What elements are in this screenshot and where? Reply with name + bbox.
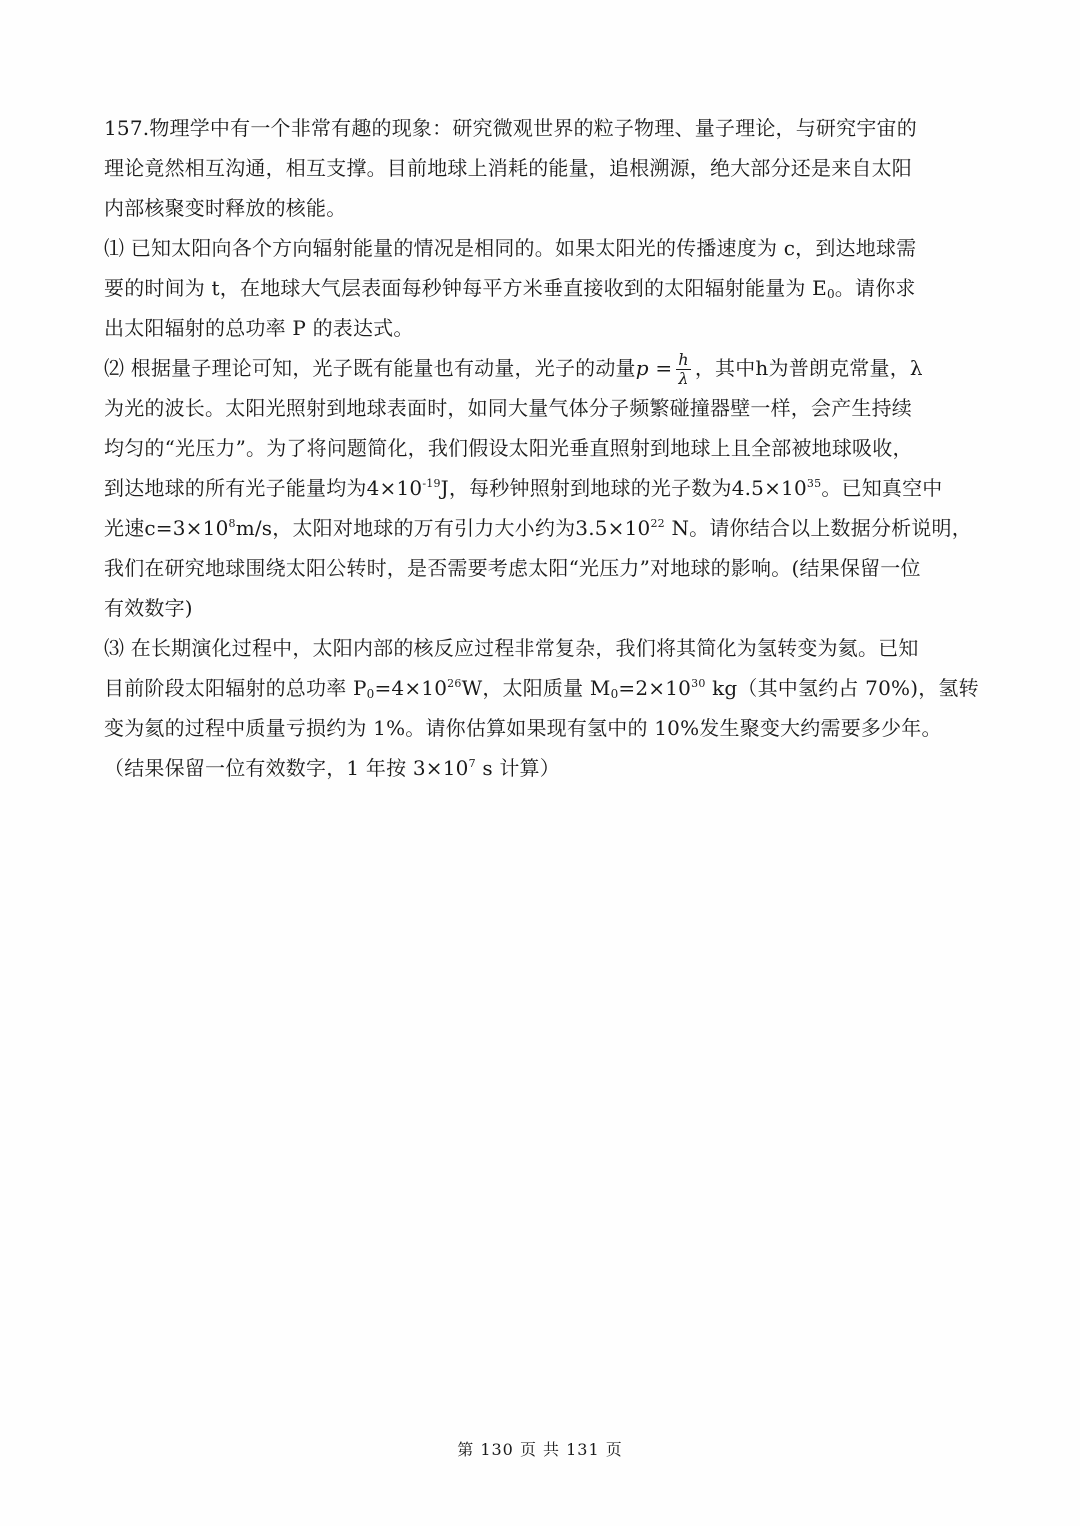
intro-line: 理论竟然相互沟通，相互支撑。目前地球上消耗的能量，追根溯源，绝大部分还是来自太阳: [104, 156, 912, 180]
part3-line: [104, 668, 984, 708]
part3-line: ⑶ 在长期演化过程中，太阳内部的核反应过程非常复杂，我们将其简化为氢转变为氦。已知: [104, 636, 919, 660]
part3-text: 目前阶段太阳辐射的总功率 P: [104, 676, 367, 700]
part2-text: m/s，太阳对地球的万有引力大小约为3.5×10: [235, 516, 651, 540]
subscript: 0: [366, 687, 375, 701]
fraction-numerator: h: [678, 350, 689, 369]
part1-line: ⑴ 已知太阳向各个方向辐射能量的情况是相同的。如果太阳光的传播速度为 c，到达地球需: [104, 236, 917, 260]
part2-text: 到达地球的所有光子能量均为4×10: [104, 476, 423, 500]
part2-text: ，其中h为普朗克常量，λ: [694, 356, 923, 380]
part2-line: 我们在研究地球围绕太阳公转时，是否需要考虑太阳“光压力”对地球的影响。(结果保留一位: [104, 556, 921, 580]
part2-text: 。已知真空中: [821, 476, 943, 500]
part3-line: 变为氦的过程中质量亏损约为 1%。请你估算如果现有氢中的 10%发生聚变大约需要多少年。: [104, 716, 942, 740]
subscript: 0: [826, 287, 835, 301]
superscript: 7: [468, 757, 476, 770]
superscript: 30: [691, 677, 706, 690]
superscript: 22: [650, 517, 665, 530]
superscript: 26: [447, 677, 462, 690]
momentum-formula-lhs: p =: [635, 356, 673, 380]
part2-text: 光速c=3×10: [104, 516, 229, 540]
page-number-footer: 第 130 页 共 131 页: [457, 1440, 623, 1459]
intro-line: 157.物理学中有一个非常有趣的现象：研究微观世界的粒子物理、量子理论，与研究宇宙的: [104, 116, 917, 140]
part3-text: s 计算）: [475, 756, 560, 780]
part2-line: [104, 508, 984, 548]
question-block: [104, 108, 984, 788]
part2-text: N。请你结合以上数据分析说明，: [664, 516, 972, 540]
part1-text: 。请你求: [834, 276, 916, 300]
superscript: -19: [422, 477, 441, 490]
part3-text: =2×10: [618, 676, 692, 700]
part2-line: 有效数字): [104, 596, 193, 620]
part1-text: 要的时间为 t，在地球大气层表面每秒钟每平方米垂直接收到的太阳辐射能量为 E: [104, 276, 827, 300]
part2-line: [104, 348, 984, 388]
part3-text: （结果保留一位有效数字，1 年按 3×10: [104, 756, 469, 780]
part2-line: 均匀的“光压力”。为了将问题简化，我们假设太阳光垂直照射到地球上且全部被地球吸收，: [104, 436, 913, 460]
superscript: 35: [806, 477, 822, 490]
superscript: 8: [228, 517, 236, 530]
part3-text: W，太阳质量 M: [461, 676, 611, 700]
intro-line: 内部核聚变时释放的核能。: [104, 196, 347, 220]
part1-line: 出太阳辐射的总功率 P 的表达式。: [104, 316, 414, 340]
momentum-fraction: [676, 351, 691, 388]
part3-text: kg（其中氢约占 70%)，氢转: [705, 676, 979, 700]
part3-line: [104, 748, 984, 788]
part1-line: [104, 268, 984, 308]
part2-line: [104, 468, 984, 508]
part2-line: 为光的波长。太阳光照射到地球表面时，如同大量气体分子频繁碰撞器壁一样，会产生持续: [104, 396, 912, 420]
part3-text: =4×10: [374, 676, 448, 700]
part2-text: ⑵ 根据量子理论可知，光子既有能量也有动量，光子的动量: [104, 356, 636, 380]
subscript: 0: [610, 687, 619, 701]
part2-text: J，每秒钟照射到地球的光子数为4.5×10: [440, 476, 807, 500]
fraction-denominator: λ: [678, 369, 689, 388]
